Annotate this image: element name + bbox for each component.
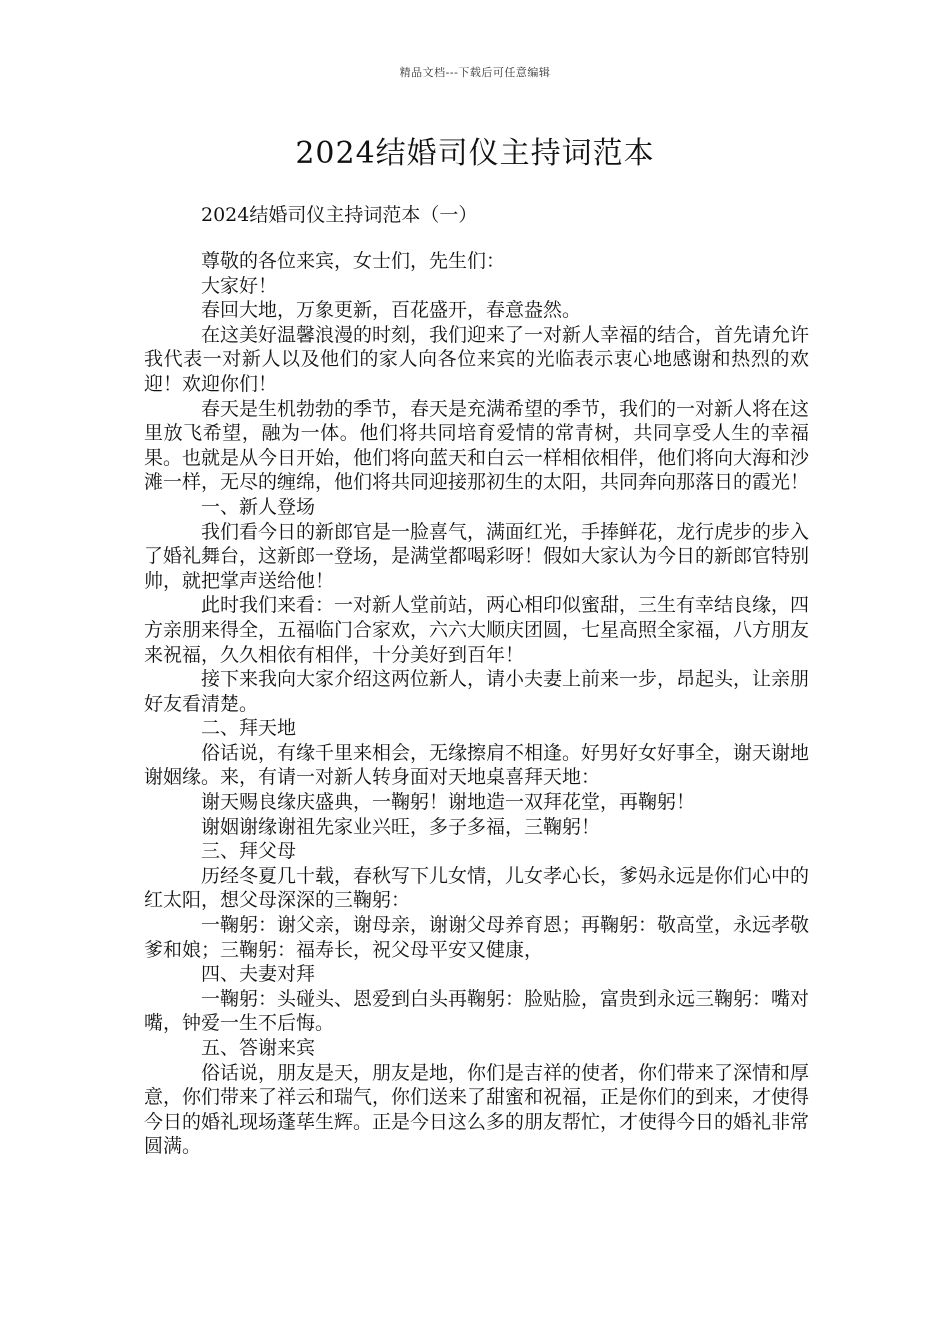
- section-heading: 一、新人登场: [201, 495, 316, 518]
- header-note: 精品文档---下载后可任意编辑: [399, 66, 551, 79]
- document-title: 2024结婚司仪主持词范本: [295, 136, 655, 171]
- paragraph: 谢姻谢缘谢祖先家业兴旺，多子多福，三鞠躬！: [201, 815, 601, 838]
- paragraph: 大家好！: [201, 274, 278, 297]
- paragraph: 接下来我向大家介绍这两位新人，请小夫妻上前来一步，昂起头，让亲朋好友看清楚。: [144, 668, 810, 715]
- section-heading: 四、夫妻对拜: [201, 963, 316, 986]
- paragraph: 一鞠躬：谢父亲，谢母亲，谢谢父母养育恩；再鞠躬：敬高堂，永远孝敬爹和娘；三鞠躬：福寿长，祝父母平安又健康，: [144, 914, 810, 961]
- paragraph: 尊敬的各位来宾，女士们，先生们：: [201, 250, 506, 272]
- section-heading: 三、拜父母: [201, 840, 297, 863]
- paragraph: 我们看今日的新郎官是一脸喜气，满面红光，手捧鲜花，龙行虎步的步入了婚礼舞台，这新郎一登场，是满堂都喝彩呀！假如大家认为今日的新郎官特别帅，就把掌声送给他！: [144, 520, 810, 592]
- paragraph: 春回大地，万象更新，百花盛开，春意盎然。: [201, 299, 582, 322]
- paragraph: 俗话说，有缘千里来相会，无缘擦肩不相逢。好男好女好事全，谢天谢地谢姻缘。来，有请一对新人转身面对天地桌喜拜天地：: [144, 741, 810, 789]
- section-heading: 二、拜天地: [201, 717, 297, 740]
- section-subtitle: 2024结婚司仪主持词范本（一）: [201, 204, 478, 226]
- paragraph: 此时我们来看：一对新人堂前站，两心相印似蜜甜，三生有幸结良缘，四方亲朋来得全，五福临门合家欢，六六大顺庆团圆，七星高照全家福，八方朋友来祝福，久久相依有相伴，十分美好到百年！: [144, 594, 810, 666]
- paragraph: 历经冬夏几十载，春秋写下儿女情，儿女孝心长，爹妈永远是你们心中的红太阳，想父母深深的三鞠躬：: [144, 864, 810, 912]
- paragraph: 俗话说，朋友是天，朋友是地，你们是吉祥的使者，你们带来了深情和厚意，你们带来了祥云和瑞气，你们送来了甜蜜和祝福，正是你们的到来，才使得今日的婚礼现场蓬荜生辉。正是今日这么多的朋友帮忙，才使得今日的婚礼非常圆满。: [144, 1061, 810, 1158]
- section-heading: 五、答谢来宾: [201, 1037, 316, 1059]
- paragraph: 谢天赐良缘庆盛典，一鞠躬！谢地造一双拜花堂，再鞠躬！: [201, 791, 696, 814]
- paragraph: 在这美好温馨浪漫的时刻，我们迎来了一对新人幸福的结合，首先请允许我代表一对新人以及他们的家人向各位来宾的光临表示衷心地感谢和热烈的欢迎！欢迎你们！: [144, 323, 810, 395]
- paragraph: 一鞠躬：头碰头、恩爱到白头再鞠躬：脸贴脸，富贵到永远三鞠躬：嘴对嘴，钟爱一生不后悔。: [144, 987, 810, 1035]
- paragraph: 春天是生机勃勃的季节，春天是充满希望的季节，我们的一对新人将在这里放飞希望，融为一体。他们将共同培育爱情的常青树，共同享受人生的幸福果。也就是从今日开始，他们将向蓝天和白云一样相依相伴，他们将向大海和沙滩一样，无尽的缠绵，他们将共同迎接那初生的太阳，共同奔向那落日的霞光！: [144, 397, 810, 494]
- body-text: [144, 249, 809, 1159]
